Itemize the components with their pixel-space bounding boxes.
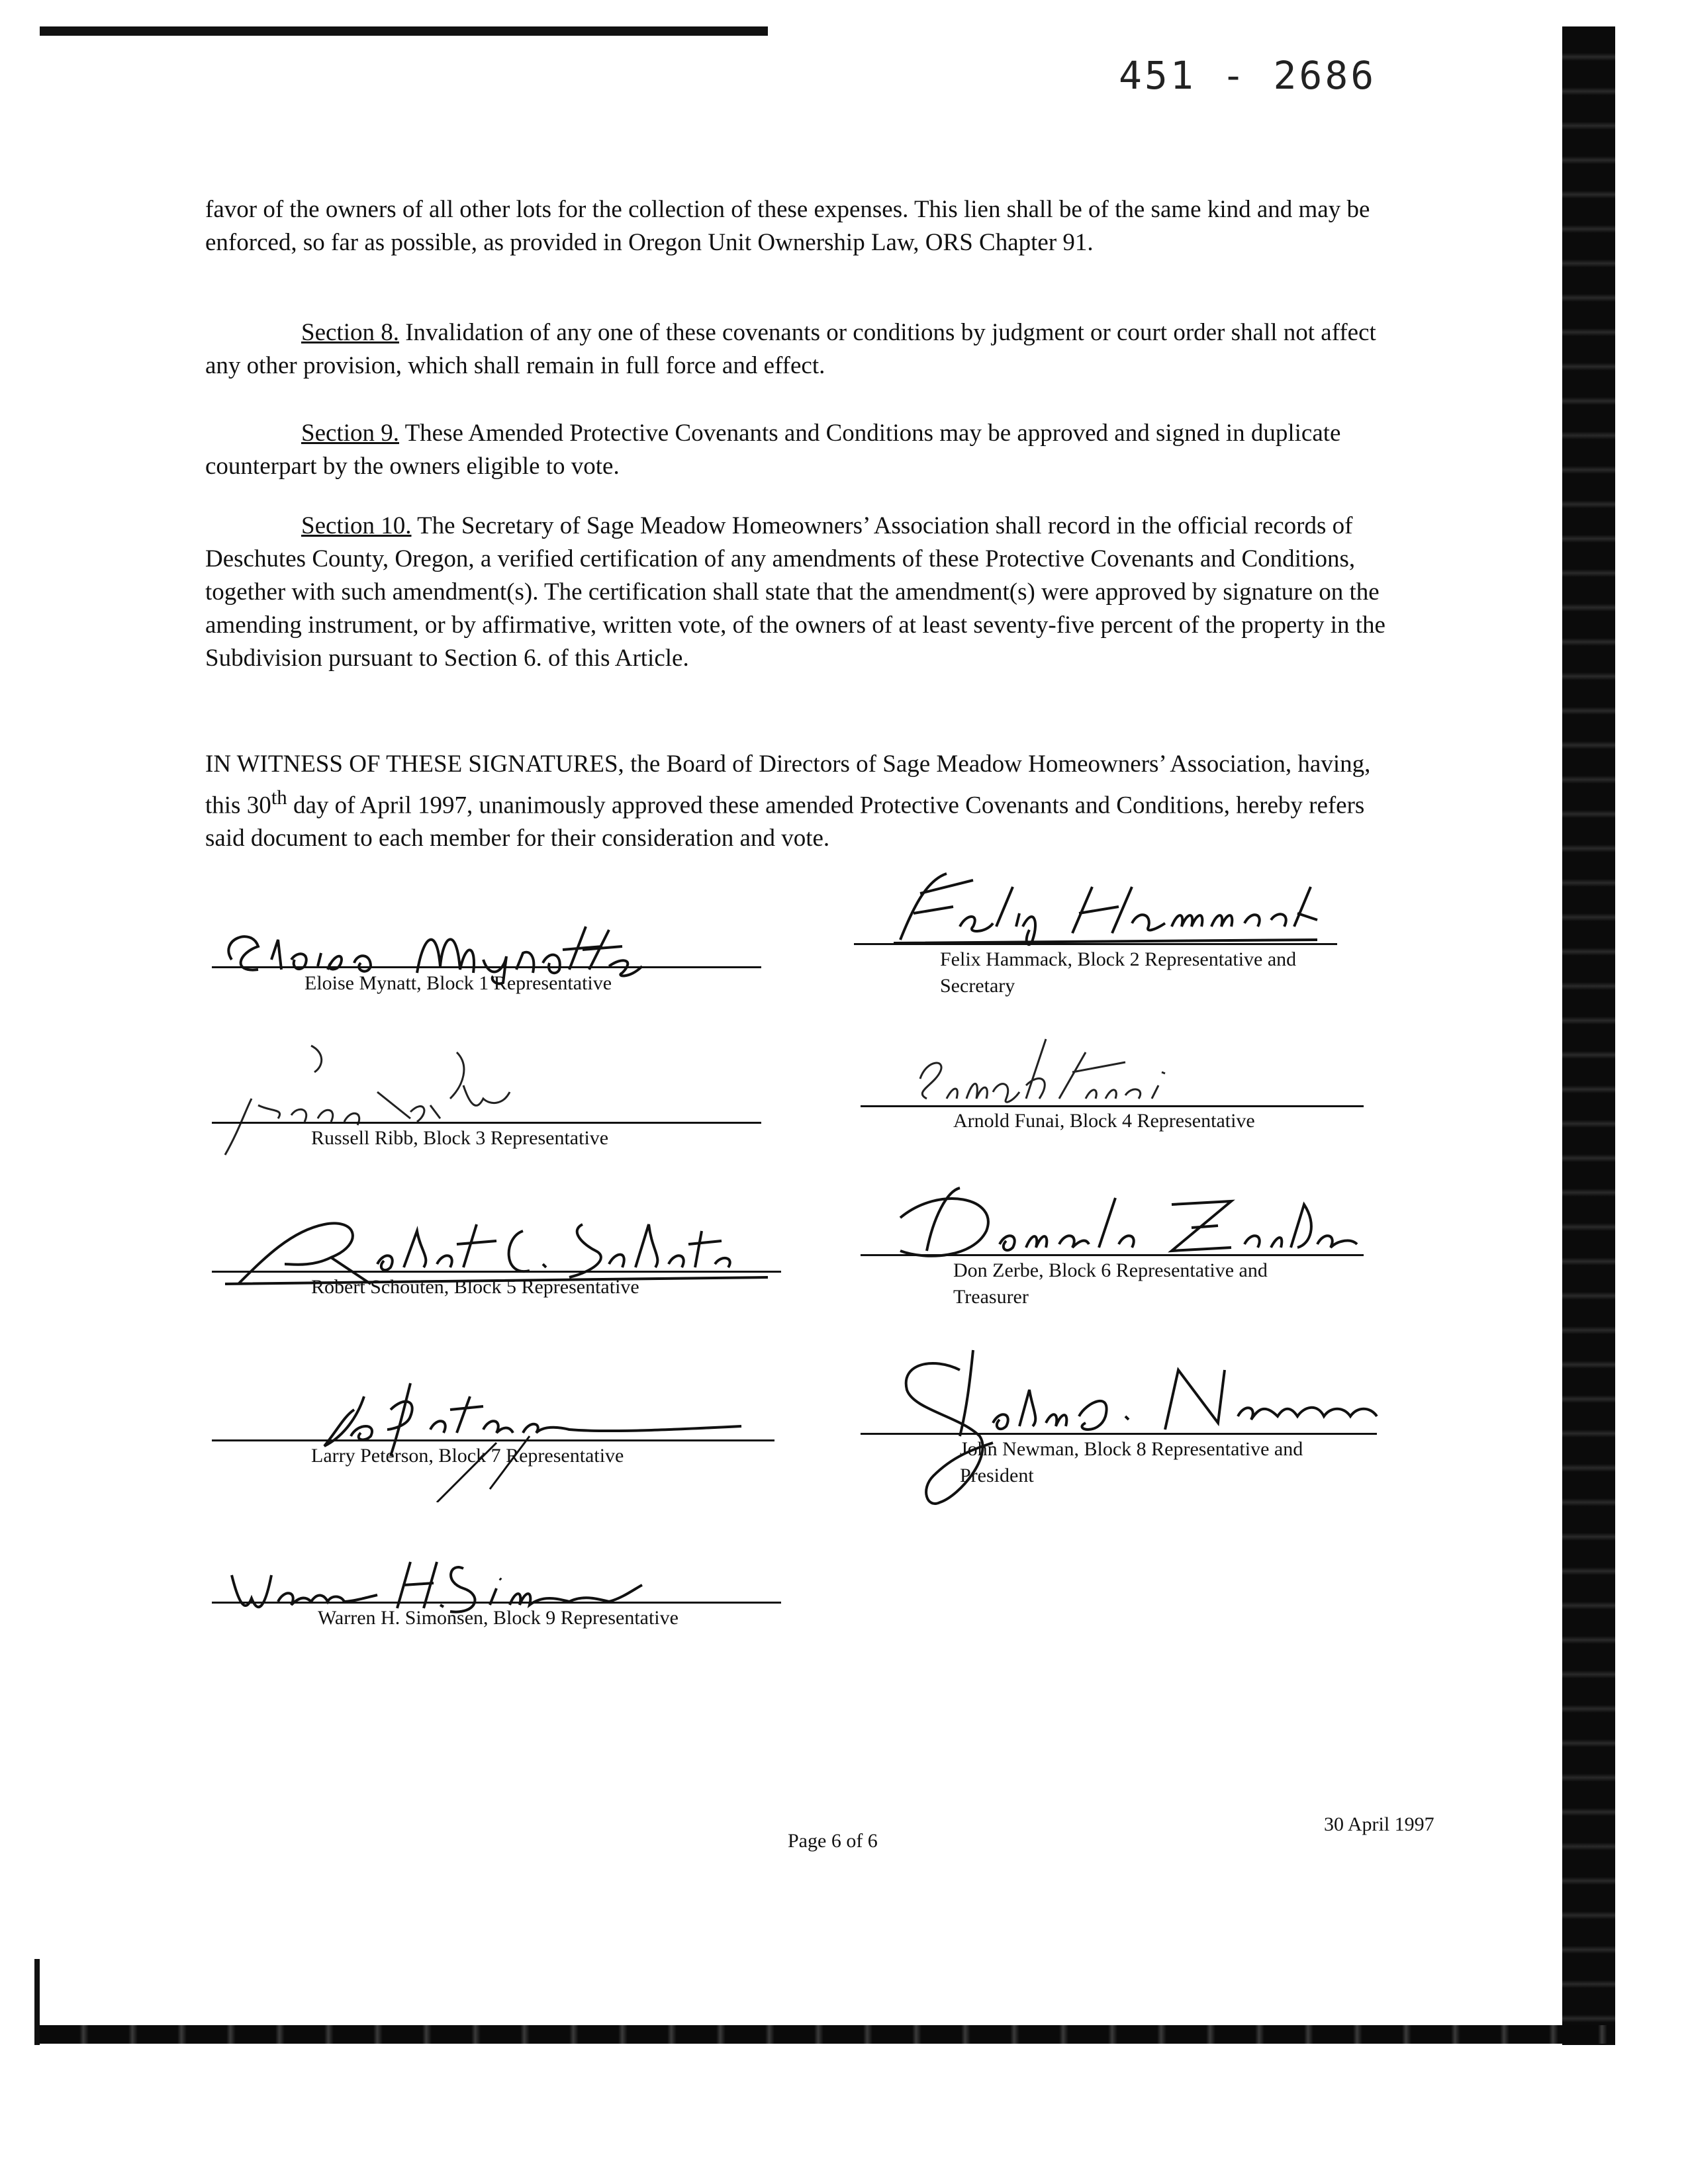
- signature-caption: Warren H. Simonsen, Block 9 Representative: [318, 1607, 679, 1629]
- signature-caption: Eloise Mynatt, Block 1 Representative: [305, 972, 612, 994]
- witness-superscript: th: [271, 786, 287, 809]
- page-number: Page 6 of 6: [788, 1830, 878, 1852]
- signature-caption: Arnold Funai, Block 4 Representative: [953, 1110, 1255, 1132]
- signature-line: [212, 1122, 761, 1124]
- signature-caption: Felix Hammack, Block 2 Representative and: [940, 948, 1297, 970]
- signature-line: [212, 1271, 781, 1273]
- signature-caption: Russell Ribb, Block 3 Representative: [311, 1127, 609, 1149]
- footer-date: 30 April 1997: [1324, 1813, 1434, 1835]
- witness-text: the Board of Directors of Sage Meadow Homeowners’ Association, having, this 30: [205, 751, 1371, 819]
- signature-caption: John Newman, Block 8 Representative and: [960, 1438, 1303, 1460]
- witness-paragraph: [205, 748, 1390, 855]
- section-10-paragraph: [205, 510, 1390, 675]
- section-heading: Section 9.: [301, 420, 399, 447]
- signature-line: [861, 1105, 1364, 1107]
- section-text: Invalidation of any one of these covenants or conditions by judgment or court order shall not affect any other provision, which shall remain in full force and effect.: [205, 319, 1376, 379]
- signature-caption: Don Zerbe, Block 6 Representative and: [953, 1259, 1268, 1281]
- signature-line: [212, 966, 761, 968]
- handwritten-signature-larry-peterson: [212, 1370, 781, 1502]
- signature-caption: Larry Peterson, Block 7 Representative: [311, 1445, 624, 1467]
- signature-line: [861, 1433, 1377, 1435]
- signature-caption-line2: President: [960, 1465, 1034, 1486]
- section-heading: Section 8.: [301, 319, 399, 346]
- section-heading: Section 10.: [301, 512, 412, 539]
- section-text: These Amended Protective Covenants and Conditions may be approved and signed in duplicate counterpart by the owners eligible to vote.: [205, 420, 1341, 480]
- witness-lead: IN WITNESS OF THESE SIGNATURES,: [205, 751, 624, 778]
- signature-caption-line2: Treasurer: [953, 1286, 1029, 1308]
- signature-line: [854, 943, 1337, 945]
- scan-border-top: [40, 26, 768, 36]
- handwritten-signature-donald-zerbe: [861, 1178, 1364, 1271]
- section-text: The Secretary of Sage Meadow Homeowners’ Association shall record in the official records of Deschutes County, Oregon, a verified certification of any amendments of these Protective Covenants and Conditions, together with such amendment(s). The certification shall state that the amendment(s) were approved by signature on the amending instrument, or by affirmative, written vote, of the owners of at least seventy-five percent of the property in the Subdivision pursuant to Section 6. of this Article.: [205, 512, 1385, 672]
- continuation-paragraph: favor of the owners of all other lots for the collection of these expenses. This lien shall be of the same kind and may be enforced, so far as possible, as provided in Oregon Unit Ownership Law, ORS Chapter 91.: [205, 196, 1370, 256]
- scan-border-right: [1562, 26, 1615, 2045]
- section-8-paragraph: [205, 316, 1390, 383]
- signature-caption-line2: Secretary: [940, 975, 1015, 997]
- signature-line: [212, 1602, 781, 1604]
- signature-line: [212, 1439, 774, 1441]
- handwritten-signature-felix-hammack: [854, 867, 1331, 953]
- section-9-paragraph: [205, 417, 1390, 483]
- document-number: 451 - 2686: [1119, 53, 1377, 98]
- handwritten-signature-john-newman: [861, 1343, 1456, 1516]
- scan-border-bottom: [40, 2025, 1615, 2044]
- witness-text-end: day of April 1997, unanimously approved these amended Protective Covenants and Conditions, hereby refers said document to each member for their consideration and vote.: [205, 792, 1365, 852]
- scan-border-left: [34, 1959, 40, 2045]
- signature-line: [861, 1254, 1364, 1256]
- signature-caption: Robert Schouten, Block 5 Representative: [311, 1276, 639, 1298]
